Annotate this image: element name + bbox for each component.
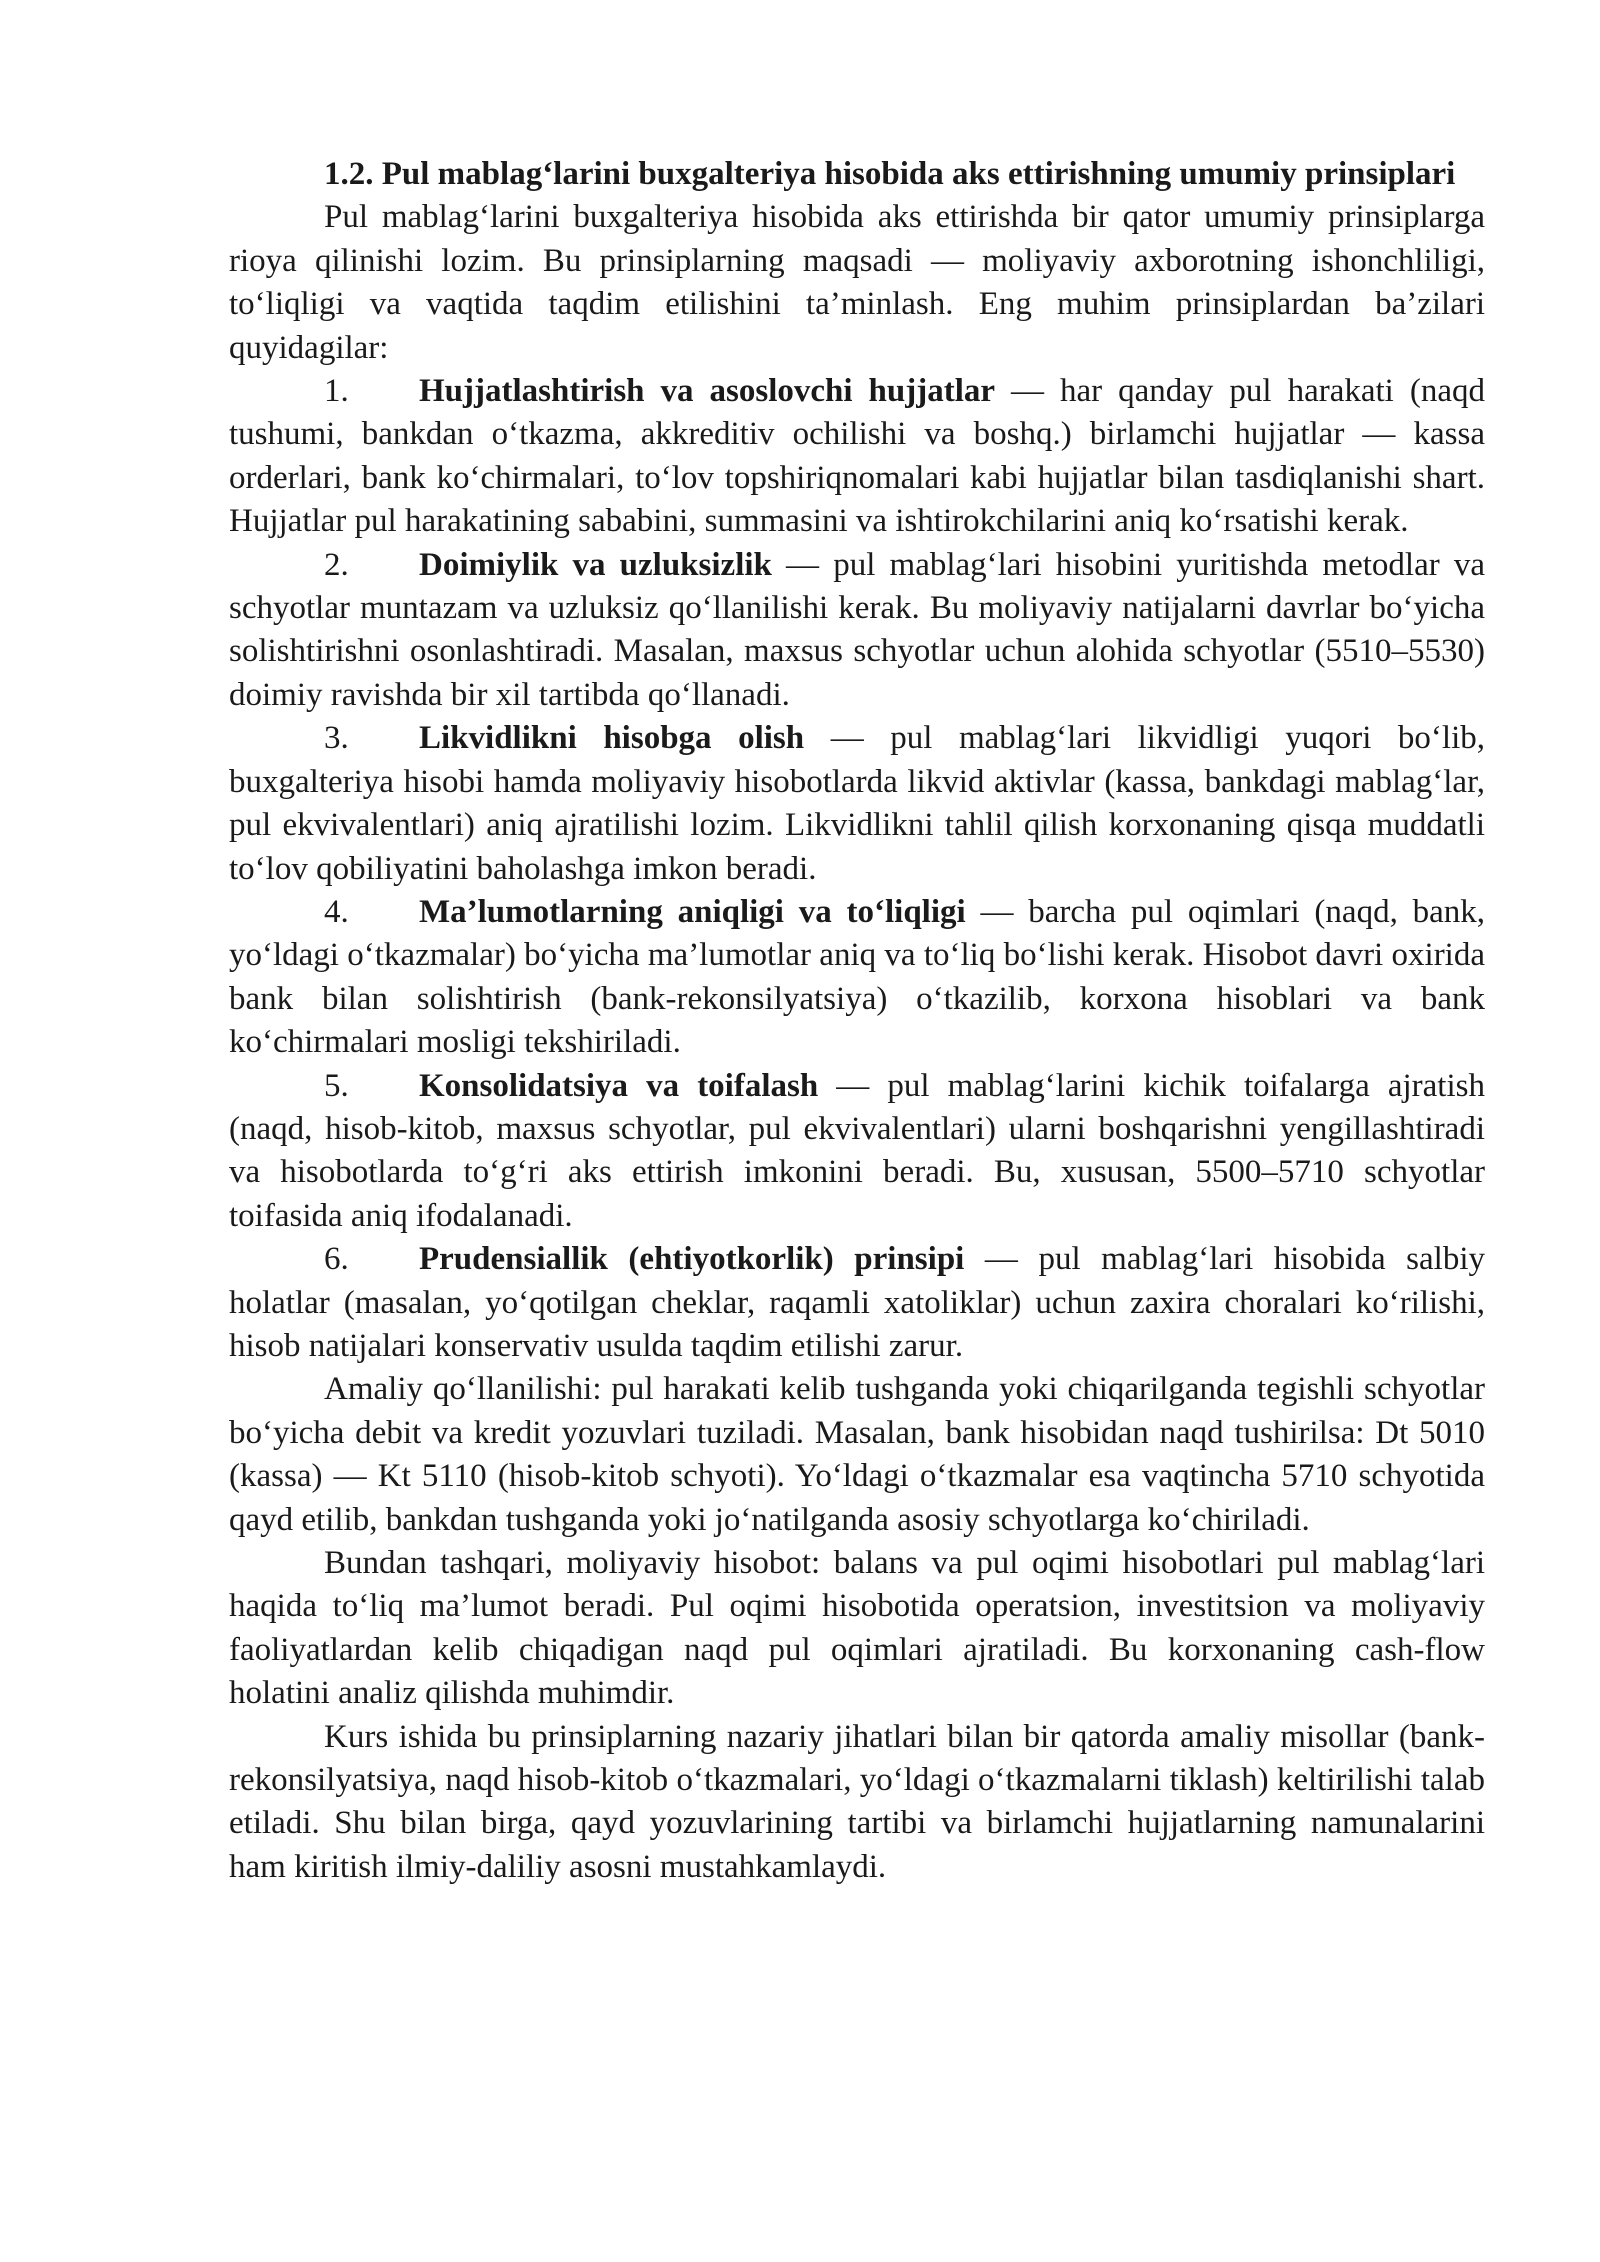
principle-number: 4. (324, 893, 349, 930)
principle-title: Ma’lumotlarning aniqligi va to‘liqligi (419, 893, 966, 930)
body-paragraph: Amaliy qo‘llanilishi: pul harakati kelib tushganda yoki chiqarilganda tegishli schyotlar bo‘yicha debit va kredit yozuvlari tuziladi. Masalan, bank hisobidan naqd tushirilsa: Dt 5010 (kassa) — Kt 5110 (hisob-kitob schyoti). Yo‘ldagi o‘tkazmalar esa vaqtincha 5710 schyotida qayd etilib, bankdan tushganda yoki jo‘natilganda asosiy schyotlarga ko‘chiriladi. (229, 1371, 1485, 1538)
principle-number: 2. (324, 546, 349, 583)
principle-text: — har qanday pul harakati (naqd tushumi, bankdan o‘tkazma, akkreditiv ochilishi va boshq.) birlamchi hujjatlar — kassa orderlari, bank ko‘chirmalari, to‘lov topshiriqnomalari kabi hujjatlar bilan tasdiqlanishi shart. Hujjatlar pul harakatining sababini, summasini va ishtirokchilarini aniq ko‘rsatishi kerak. (229, 373, 1485, 540)
principle-text: — barcha pul oqimlari (naqd, bank, yo‘ldagi o‘tkazmalar) bo‘yicha ma’lumotlar aniq va to‘liq bo‘lishi kerak. Hisobot davri oxirida bank bilan solishtirish (bank-rekonsilyatsiya) o‘tkazilib, korxona hisoblari va bank ko‘chirmalari mosligi tekshiriladi. (229, 893, 1485, 1061)
intro-paragraph: Pul mablag‘larini buxgalteriya hisobida aks ettirishda bir qator umumiy prinsiplarga rioya qilinishi lozim. Bu prinsiplarning maqsadi — moliyaviy axborotning ishonchliligi, to‘liqligi va vaqtida taqdim etilishini ta’minlash. Eng muhim prinsiplardan ba’zilari quyidagilar: (229, 199, 1485, 366)
document-page (229, 153, 1485, 1889)
principle-title: Hujjatlashtirish va asoslovchi hujjatlar (419, 373, 996, 410)
principle-text: — pul mablag‘lari likvidligi yuqori bo‘lib, buxgalteriya hisobi hamda moliyaviy hisobotlarda likvid aktivlar (kassa, bankdagi mablag‘lar, pul ekvivalentlari) aniq ajratilishi lozim. Likvidlikni tahlil qilish korxonaning qisqa muddatli to‘lov qobiliyatini baholashga imkon beradi. (229, 720, 1485, 887)
principle-number: 5. (324, 1067, 349, 1104)
principle-title: Doimiylik va uzluksizlik (419, 546, 772, 583)
principle-item-4 (229, 891, 1485, 1065)
section-heading: 1.2. Pul mablag‘larini buxgalteriya hisobida aks ettirishning umumiy prinsiplari (324, 156, 1456, 192)
principle-item-5 (229, 1065, 1485, 1239)
body-paragraph: Bundan tashqari, moliyaviy hisobot: balans va pul oqimi hisobotlari pul mablag‘lari haqida to‘liq ma’lumot beradi. Pul oqimi hisobotida operatsion, investitsion va moliyaviy faoliyatlardan kelib chiqadigan naqd pul oqimlari ajratiladi. Bu korxonaning cash-flow holatini analiz qilishda muhimdir. (229, 1545, 1485, 1712)
principle-item-6 (229, 1238, 1485, 1368)
principle-item-3 (229, 717, 1485, 891)
principle-title: Likvidlikni hisobga olish (419, 720, 805, 757)
principle-number: 3. (324, 720, 349, 757)
principle-text: — pul mablag‘larini kichik toifalarga ajratish (naqd, hisob-kitob, maxsus schyotlar, pul ekvivalentlari) ularni boshqarishni yengillashtiradi va hisobotlarda to‘g‘ri aks ettirish imkonini beradi. Bu, xususan, 5500–5710 schyotlar toifasida aniq ifodalanadi. (229, 1067, 1485, 1234)
principle-number: 6. (324, 1241, 349, 1278)
principle-number: 1. (324, 373, 349, 410)
body-paragraph: Kurs ishida bu prinsiplarning nazariy jihatlari bilan bir qatorda amaliy misollar (bank-rekonsilyatsiya, naqd hisob-kitob o‘tkazmalari, yo‘ldagi o‘tkazmalarni tiklash) keltirilishi talab etiladi. Shu bilan birga, qayd yozuvlarining tartibi va birlamchi hujjatlarning namunalarini ham kiritish ilmiy-daliliy asosni mustahkamlaydi. (229, 1718, 1485, 1885)
principle-text: — pul mablag‘lari hisobini yuritishda metodlar va schyotlar muntazam va uzluksiz qo‘llanilishi kerak. Bu moliyaviy natijalarni davrlar bo‘yicha solishtirishni osonlashtiradi. Masalan, maxsus schyotlar uchun alohida schyotlar (5510–5530) doimiy ravishda bir xil tartibda qo‘llanadi. (229, 546, 1486, 713)
principle-item-2 (229, 544, 1485, 718)
principle-text: — pul mablag‘lari hisobida salbiy holatlar (masalan, yo‘qotilgan cheklar, raqamli xatoliklar) uchun zaxira choralari ko‘rilishi, hisob natijalari konservativ usulda taqdim etilishi zarur. (229, 1241, 1485, 1364)
principle-title: Prudensiallik (ehtiyotkorlik) prinsipi (419, 1241, 965, 1278)
principle-item-1 (229, 370, 1485, 544)
principle-title: Konsolidatsiya va toifalash (419, 1067, 819, 1104)
